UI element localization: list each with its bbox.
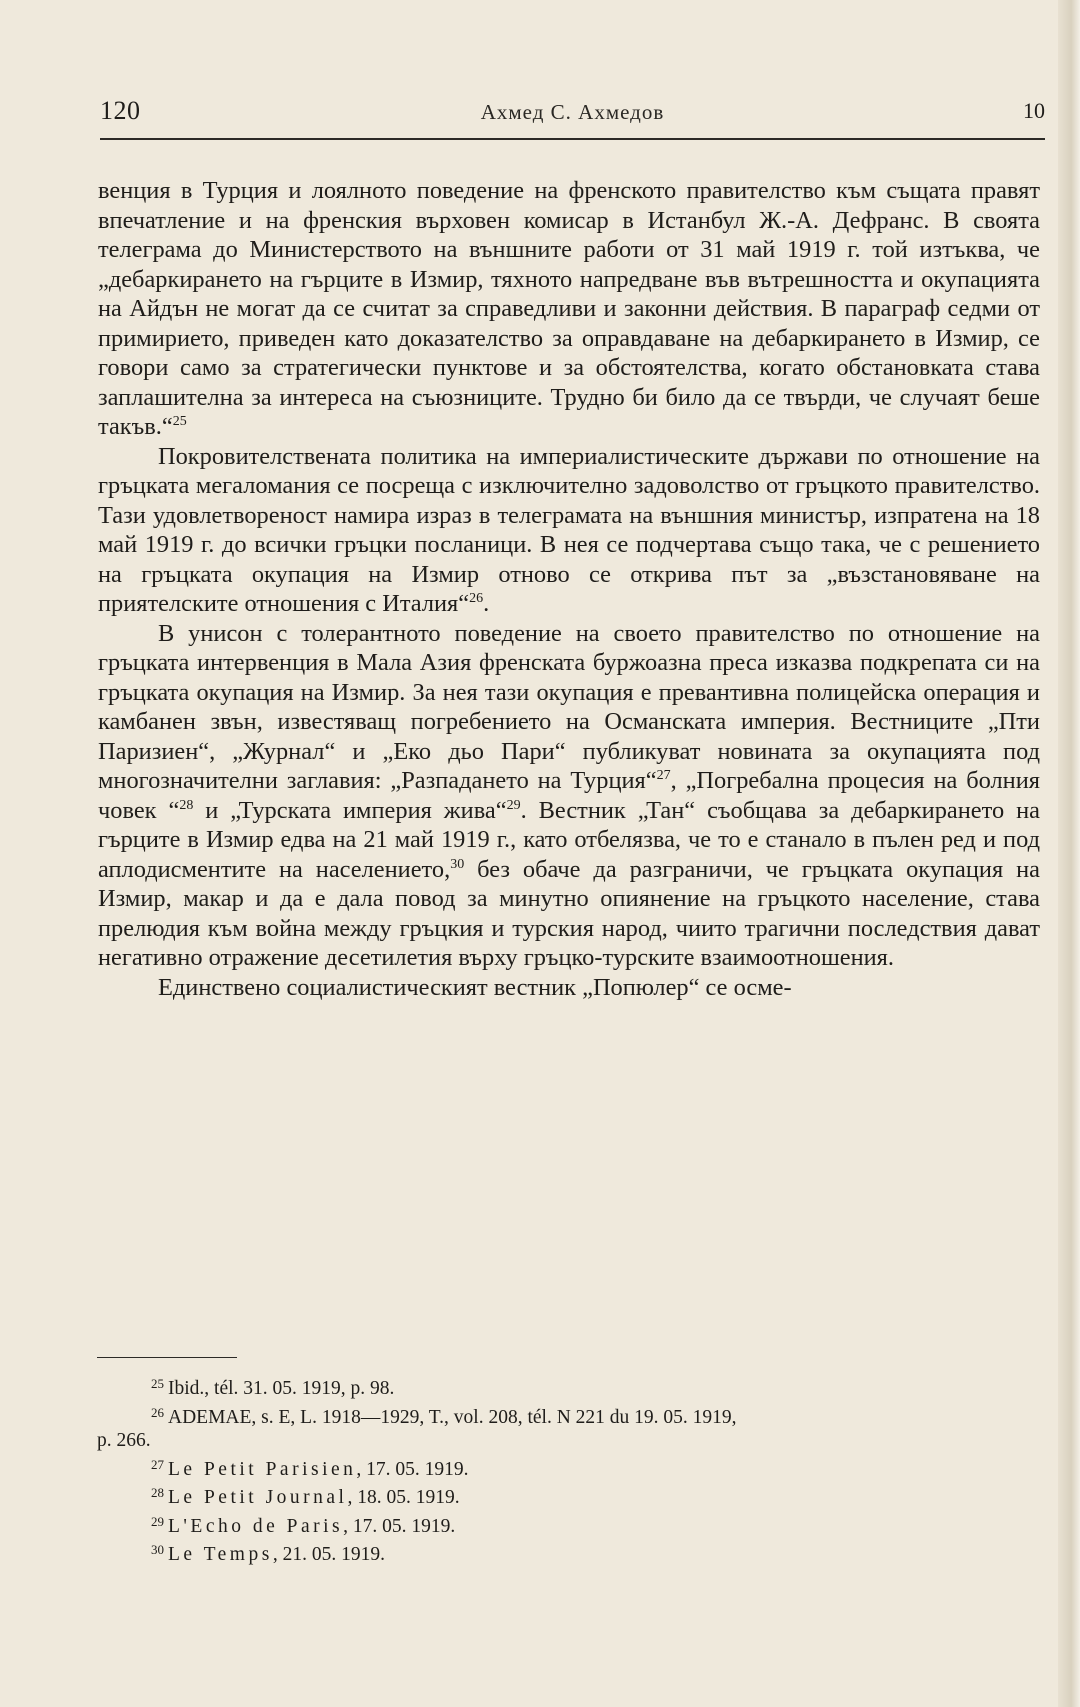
footnote-26-continuation: p. 266. — [97, 1430, 151, 1451]
footnote-ref-27: 27 — [656, 768, 671, 783]
footnote-ref-26: 26 — [469, 591, 484, 606]
header-right-mark: 10 — [1023, 98, 1045, 123]
footnote-30: $^{30}$ Le Temps, 21. 05. 1919. — [151, 1542, 385, 1565]
running-title: Ахмед С. Ахмедов — [480, 100, 665, 124]
page-edge — [1058, 0, 1080, 1707]
header-rule — [100, 138, 1045, 140]
footnote-25: $^{25}$ Ibid., tél. 31. 05. 1919, p. 98. — [151, 1376, 395, 1399]
paragraph-2: Покровителствената политика на империалистическите държави по отношение на гръцката мегаломания се посреща с изключително задоволство от гръцкото правителство. Тази удовлетвореност намира израз в телеграмата на външния министър, изпратена на 18 май 1919 г. до всички гръцки посланици. В нея се подчертава също така, че с решението на гръцката окупация на Измир отново се открива път за „възстановяване на приятелските отношения с Италия“$^{26}$. — [98, 442, 1040, 617]
page-number: 120 — [100, 96, 141, 125]
footnote-26: $^{26}$ ADEMAE, s. E, L. 1918—1929, T., vol. 208, tél. N 221 du 19. 05. 1919, — [151, 1404, 737, 1428]
footnote-ref-29: 29 — [506, 797, 521, 813]
paragraph-4: Единствено социалистическият вестник „Попюлер“ се осме- — [158, 973, 792, 1001]
footnote-27: $^{27}$ Le Petit Parisien, 17. 05. 1919. — [151, 1456, 469, 1480]
paragraph-3: В унисон с толерантното поведение на своето правителство по отношение на гръцката интервенция в Мала Азия френската буржоазна преса изказва подкрепата си на гръцката окупация на Измир. За нея тази окупация е превантивна полицейска операция и камбанен звън, известяващ погребението на Османската империя. Вестниците „Пти Паризиен“, „Журнал“ и „Еко дьо Пари“ публикуват новината за окупацията под многозначителни заглавия: „Разпадането на Турция“$^{27}$, „Погребална процесия на болния човек “$^{28}$ и „Турската империя жива“$^{29}$. Вестник „Тан“ съобщава за дебаркирането на гърците в Измир едва на 21 май 1919 г., като отбелязва, че то е станало в пълен ред и под аплодисментите на населението,$^{30}$ без обаче да разграничи, че гръцката окупация на Измир, макар и да е дала повод за минутно опиянение на гръцкото население, става прелюдия към война между гръцкия и турския народ, чиито трагични последствия дават негативно отражение десетилетия върху гръцко-турските взаимоотношения. — [98, 619, 1040, 971]
body-text — [98, 176, 1040, 1002]
footnote-rule — [97, 1357, 237, 1358]
footnote-ref-28: 28 — [179, 797, 194, 813]
running-header — [100, 96, 1045, 132]
footnotes — [97, 1372, 1042, 1567]
footnote-ref-30: 30 — [450, 856, 465, 872]
footnote-ref-25: 25 — [172, 414, 187, 429]
footnote-29: $^{29}$ L'Echo de Paris, 17. 05. 1919. — [151, 1513, 456, 1537]
footnote-28: $^{28}$ Le Petit Journal, 18. 05. 1919. — [151, 1485, 460, 1508]
paragraph-1: венция в Турция и лоялното поведение на френското правителство към същата правят впечатление и на френския върховен комисар в Истанбул Ж.-А. Дефранс. В своята телеграма до Министерството на външните работи от 31 май 1919 г. той изтъква, че „дебаркирането на гърците в Измир, тяхното напредване във вътрешността и окупацията на Айдън не могат да се считат за справедливи и законни действия. В параграф седми от примирието, приведен като доказателство за оправдаване на дебаркирането в Измир, се говори само за стратегически пунктове и за обстоятелства, когато обстановката става заплашителна за интереса на съюзниците. Трудно би било да се твърди, че случаят беше такъв.“$^{25}$ — [98, 177, 1040, 440]
